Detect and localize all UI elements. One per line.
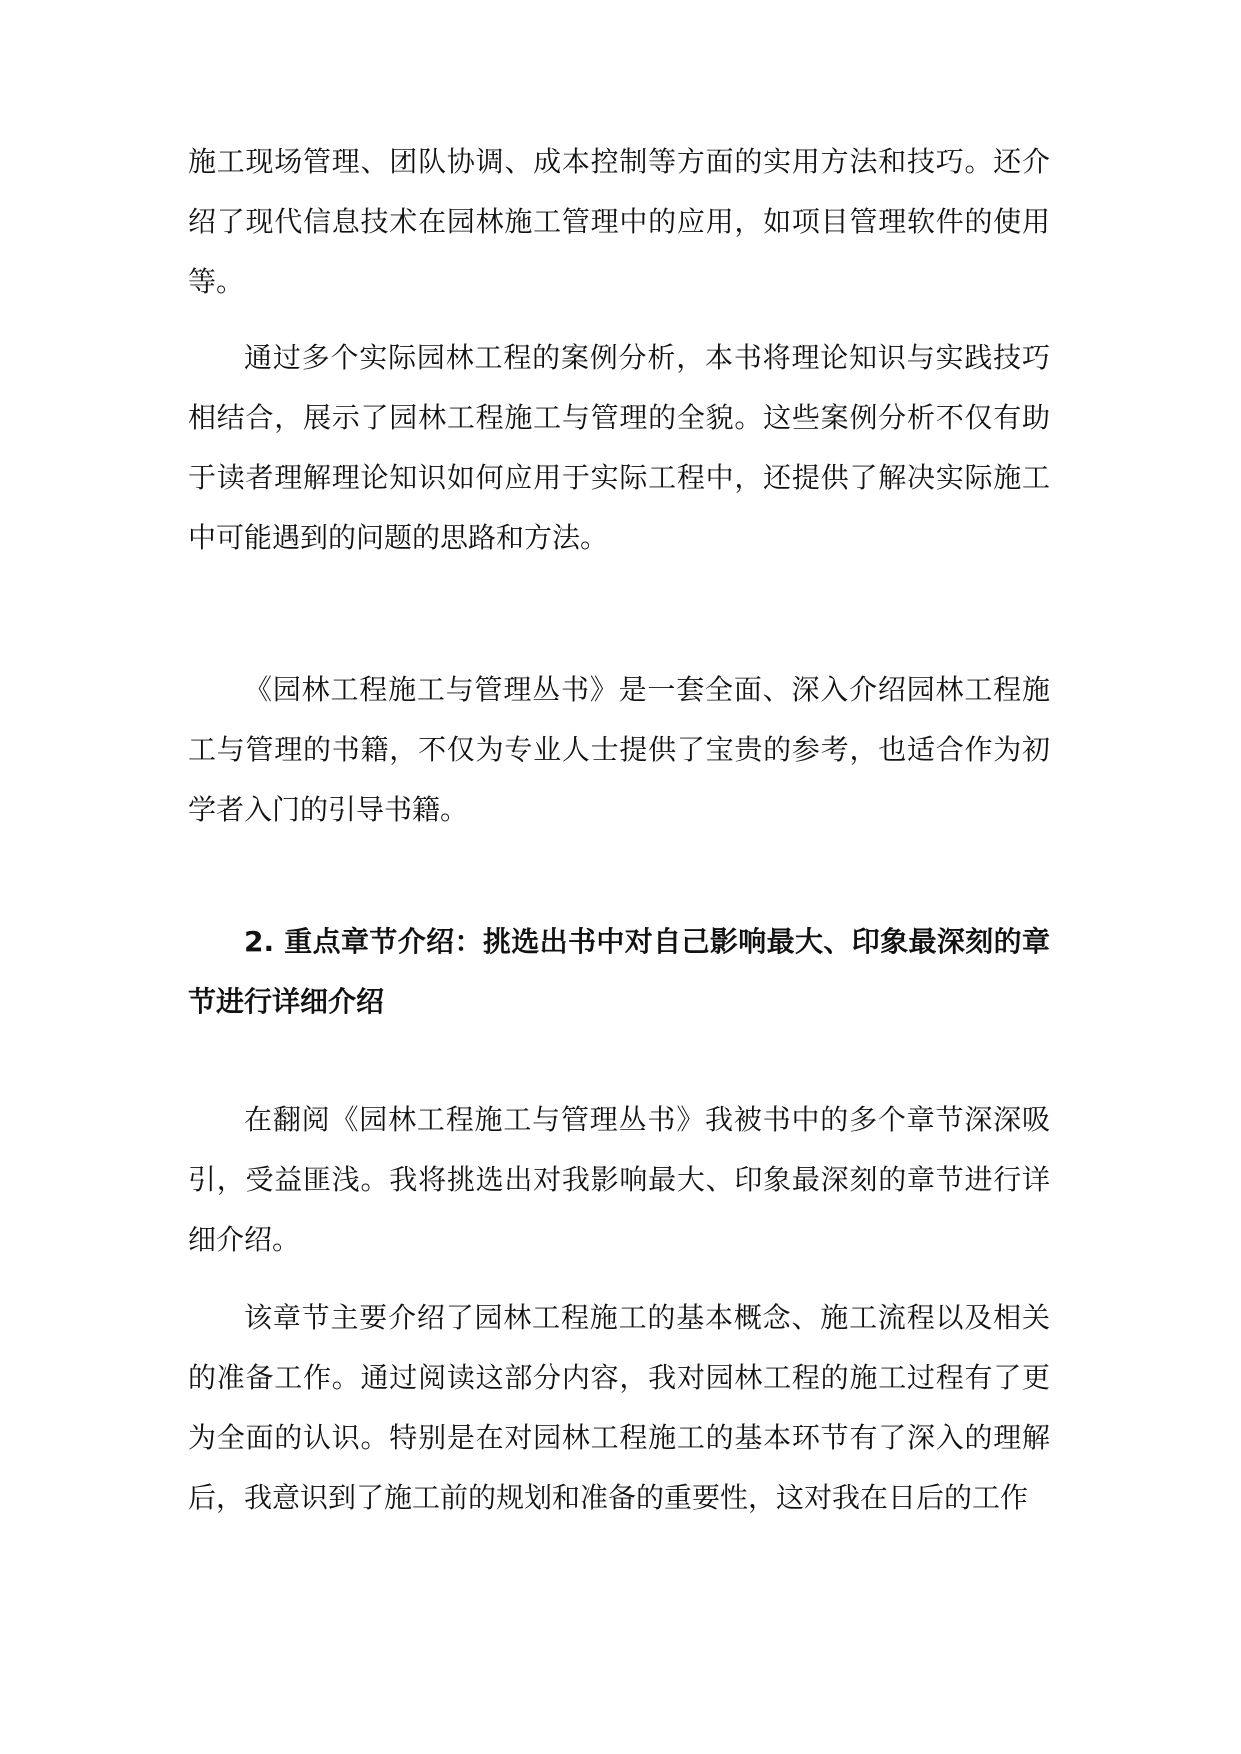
section-heading: 2. 重点章节介绍：挑选出书中对自己影响最大、印象最深刻的章节进行详细介绍 [188,925,1050,1018]
paragraph-chapter-detail: 该章节主要介绍了园林工程施工的基本概念、施工流程以及相关的准备工作。通过阅读这部分内容，我对园林工程的施工过程有了更为全面的认识。特别是在对园林工程施工的基本环节有了深入的理解后，我意识到了施工前的规划和准备的重要性，这对我在日后的工作 [188,1301,1050,1514]
paragraph-continuation: 施工现场管理、团队协调、成本控制等方面的实用方法和技巧。还介绍了现代信息技术在园林施工管理中的应用，如项目管理软件的使用等。 [188,145,1050,298]
paragraph-case-analysis: 通过多个实际园林工程的案例分析，本书将理论知识与实践技巧相结合，展示了园林工程施工与管理的全貌。这些案例分析不仅有助于读者理解理论知识如何应用于实际工程中，还提供了解决实际施工中可能遇到的问题的思路和方法。 [188,341,1050,554]
paragraph-chapter-intro: 在翻阅《园林工程施工与管理丛书》我被书中的多个章节深深吸引，受益匪浅。我将挑选出对我影响最大、印象最深刻的章节进行详细介绍。 [188,1103,1050,1256]
paragraph-book-summary: 《园林工程施工与管理丛书》是一套全面、深入介绍园林工程施工与管理的书籍，不仅为专业人士提供了宝贵的参考，也适合作为初学者入门的引导书籍。 [188,673,1050,826]
